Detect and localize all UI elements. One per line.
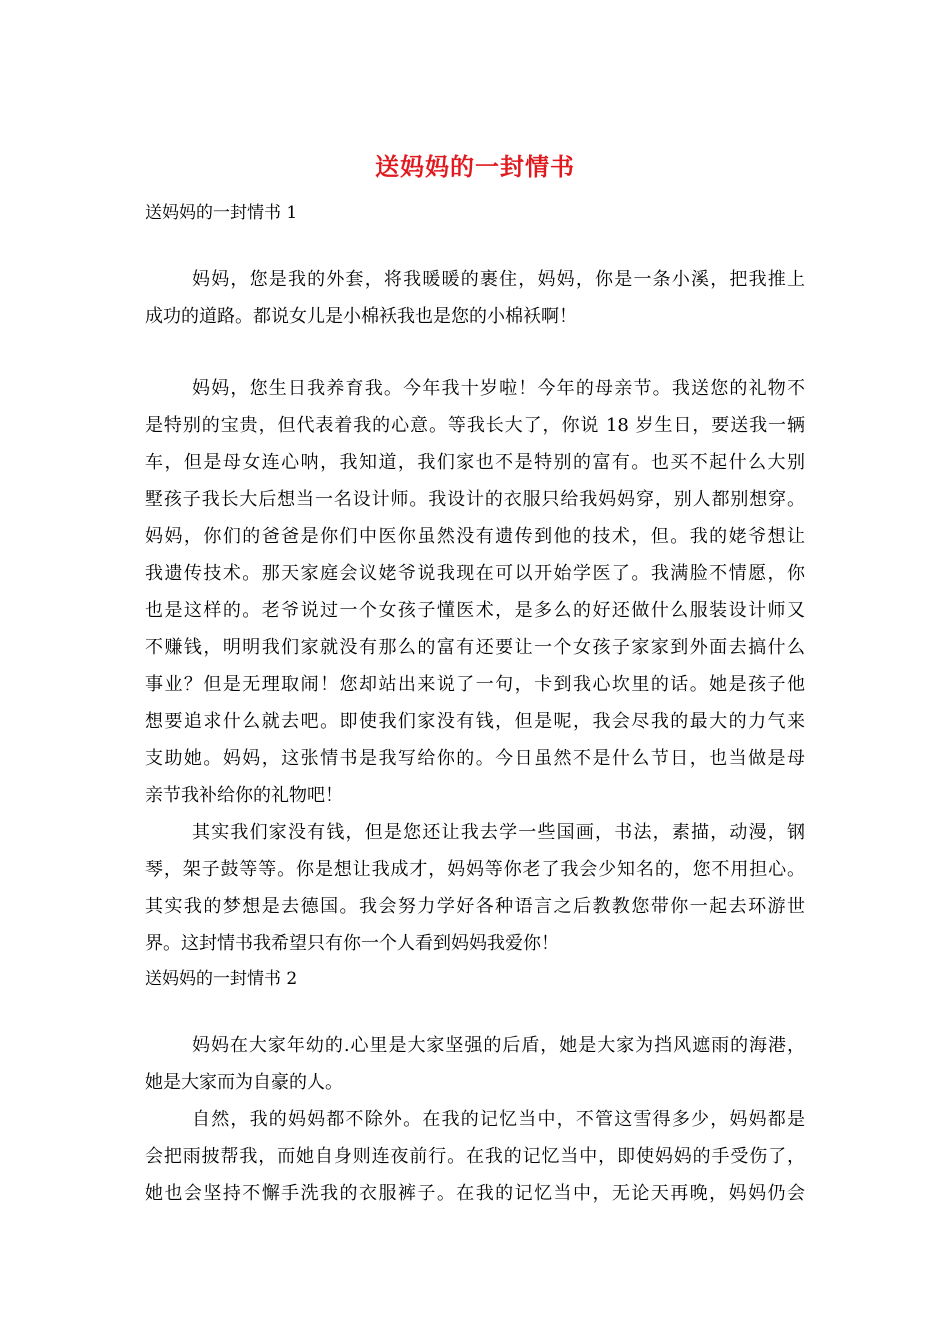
paragraph: [145, 814, 805, 962]
section-heading-1: 送妈妈的一封情书 1: [145, 203, 298, 223]
text-line: 她也会坚持不懈手洗我的衣服裤子。在我的记忆当中，无论天再晚，妈妈仍会: [145, 1183, 805, 1204]
text-line: 妈妈，您生日我养育我。今年我十岁啦！今年的母亲节。我送您的礼物不: [192, 378, 805, 399]
text-line: 其实我们家没有钱，但是您还让我去学一些国画，书法，素描，动漫，钢: [192, 822, 805, 843]
text-line: 墅孩子我长大后想当一名设计师。我设计的衣服只给我妈妈穿，别人都别想穿。: [145, 489, 805, 510]
text-line: 想要追求什么就去吧。即使我们家没有钱，但是呢，我会尽我的最大的力气来: [145, 711, 805, 732]
text-line: 妈妈在大家年幼的.心里是大家坚强的后盾，她是大家为挡风遮雨的海港，: [192, 1035, 805, 1056]
paragraph: [145, 370, 805, 814]
text-line: 不赚钱，明明我们家就没有那么的富有还要让一个女孩子家家到外面去搞什么: [145, 637, 805, 658]
text-line: 妈妈，你们的爸爸是你们中医你虽然没有遗传到他的技术，但。我的姥爷想让: [145, 526, 805, 547]
text-line: 自然，我的妈妈都不除外。在我的记忆当中，不管这雪得多少，妈妈都是: [192, 1109, 805, 1130]
text-line: 事业？但是无理取闹！您却站出来说了一句，卡到我心坎里的话。她是孩子他: [145, 674, 805, 695]
text-line: 妈妈，您是我的外套，将我暖暖的裹住，妈妈，你是一条小溪，把我推上: [192, 269, 805, 290]
paragraph: [145, 1027, 805, 1101]
text-line: 也是这样的。老爷说过一个女孩子懂医术，是多么的好还做什么服装设计师又: [145, 600, 805, 621]
text-line: 车，但是母女连心呐，我知道，我们家也不是特别的富有。也买不起什么大别: [145, 452, 805, 473]
text-line: 是特别的宝贵，但代表着我的心意。等我长大了，你说 18 岁生日，要送我一辆: [145, 415, 805, 436]
text-line: 她是大家而为自豪的人。: [145, 1072, 343, 1093]
text-line: 我遗传技术。那天家庭会议姥爷说我现在可以开始学医了。我满脸不情愿，你: [145, 563, 805, 584]
text-line: 成功的道路。都说女儿是小棉袄我也是您的小棉袄啊！: [145, 306, 577, 327]
text-line: 界。这封情书我希望只有你一个人看到妈妈我爱你！: [145, 933, 559, 954]
text-line: 琴，架子鼓等等。你是想让我成才，妈妈等你老了我会少知名的，您不用担心。: [145, 859, 805, 880]
text-line: 其实我的梦想是去德国。我会努力学好各种语言之后教教您带你一起去环游世: [145, 896, 805, 917]
section-heading-2: 送妈妈的一封情书 2: [145, 969, 298, 989]
paragraph: [145, 1101, 805, 1212]
text-line: 亲节我补给你的礼物吧！: [145, 785, 343, 806]
document-title: 送妈妈的一封情书: [375, 152, 575, 181]
text-line: 支助她。妈妈，这张情书是我写给你的。今日虽然不是什么节日，也当做是母: [145, 748, 805, 769]
paragraph: [145, 261, 805, 335]
text-line: 会把雨披帮我，而她自身则连夜前行。在我的记忆当中，即使妈妈的手受伤了，: [145, 1146, 805, 1167]
